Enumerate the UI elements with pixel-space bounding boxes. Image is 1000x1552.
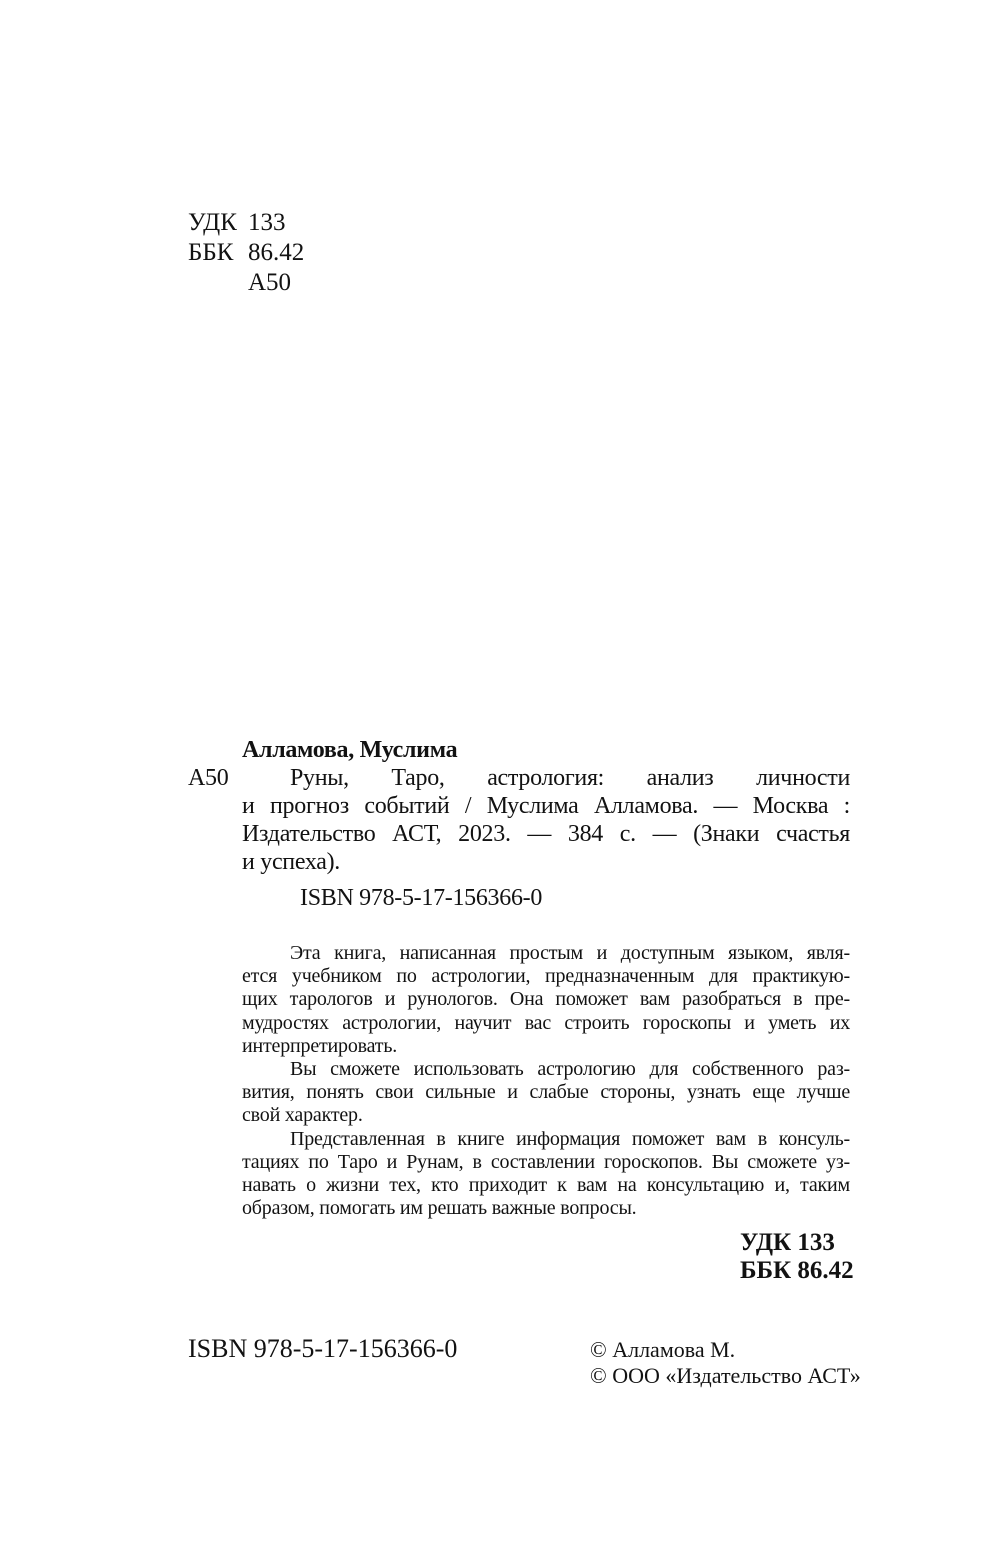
author-sign-row bbox=[188, 268, 304, 298]
annotation-line: ется учебником по астрологии, предназначенным для практикую- bbox=[242, 965, 850, 988]
annotation-line: навать о жизни тех, кто приходит к вам на консультацию и, таким bbox=[242, 1174, 850, 1197]
annotation-line: мудростях астрологии, научит вас строить гороскопы и уметь их bbox=[242, 1011, 850, 1034]
annotation-line: Эта книга, написанная простым и доступным языком, явля- bbox=[290, 942, 850, 964]
bib-description-line: и успеха). bbox=[242, 849, 341, 875]
udk-value: 133 bbox=[248, 209, 286, 236]
annotation-line: свой характер. bbox=[242, 1104, 363, 1127]
bib-description-line: Издательство АСТ, 2023. — 384 с. — (Знаки счастья bbox=[242, 821, 850, 847]
author-heading: Алламова, Муслима bbox=[242, 737, 458, 763]
annotation-line: тациях по Таро и Рунам, в составлении гороскопов. Вы сможете уз- bbox=[242, 1150, 850, 1173]
copyright-publisher: © ООО «Издательство АСТ» bbox=[590, 1362, 861, 1388]
copyright-block bbox=[590, 1337, 861, 1388]
annotation-line: Вы сможете использовать астрологию для собственного раз- bbox=[290, 1058, 850, 1081]
udk-row bbox=[188, 208, 304, 238]
annotation-line: щих тарологов и рунологов. Она поможет вам разобраться в пре- bbox=[242, 988, 850, 1011]
classification-codes-bottom bbox=[740, 1229, 854, 1285]
bibliographic-record bbox=[188, 736, 850, 912]
udk-bold: УДК 133 bbox=[740, 1229, 835, 1256]
author-sign: А50 bbox=[248, 269, 292, 296]
udk-label: УДК bbox=[188, 209, 237, 236]
bib-description-line: и прогноз событий / Муслима Алламова. — Москва : bbox=[242, 793, 850, 819]
copyright-author: © Алламова М. bbox=[590, 1337, 736, 1362]
author-sign-margin: А50 bbox=[188, 765, 229, 791]
bib-description-line: Руны, Таро, астрология: анализ личности bbox=[290, 765, 850, 791]
bbk-value: 86.42 bbox=[248, 239, 305, 266]
bibliographic-description bbox=[188, 764, 850, 876]
annotation-line: образом, помогать им решать важные вопросы. bbox=[242, 1197, 637, 1220]
bbk-bold: ББК 86.42 bbox=[740, 1257, 854, 1284]
annotation-line: интерпретировать. bbox=[242, 1034, 398, 1057]
annotation-line: вития, понять свои сильные и слабые стороны, узнать еще лучше bbox=[242, 1081, 850, 1104]
author-sign-spacer bbox=[188, 268, 248, 298]
isbn-bibliographic: ISBN 978-5-17-156366-0 bbox=[300, 885, 543, 911]
annotation-line: Представленная в книге информация поможет вам в консуль- bbox=[290, 1127, 850, 1150]
annotation bbox=[242, 942, 850, 1220]
bbk-label: ББК bbox=[188, 239, 234, 266]
isbn-footer: ISBN 978-5-17-156366-0 bbox=[188, 1334, 458, 1363]
classification-codes-top bbox=[188, 208, 304, 298]
bbk-row bbox=[188, 238, 304, 268]
